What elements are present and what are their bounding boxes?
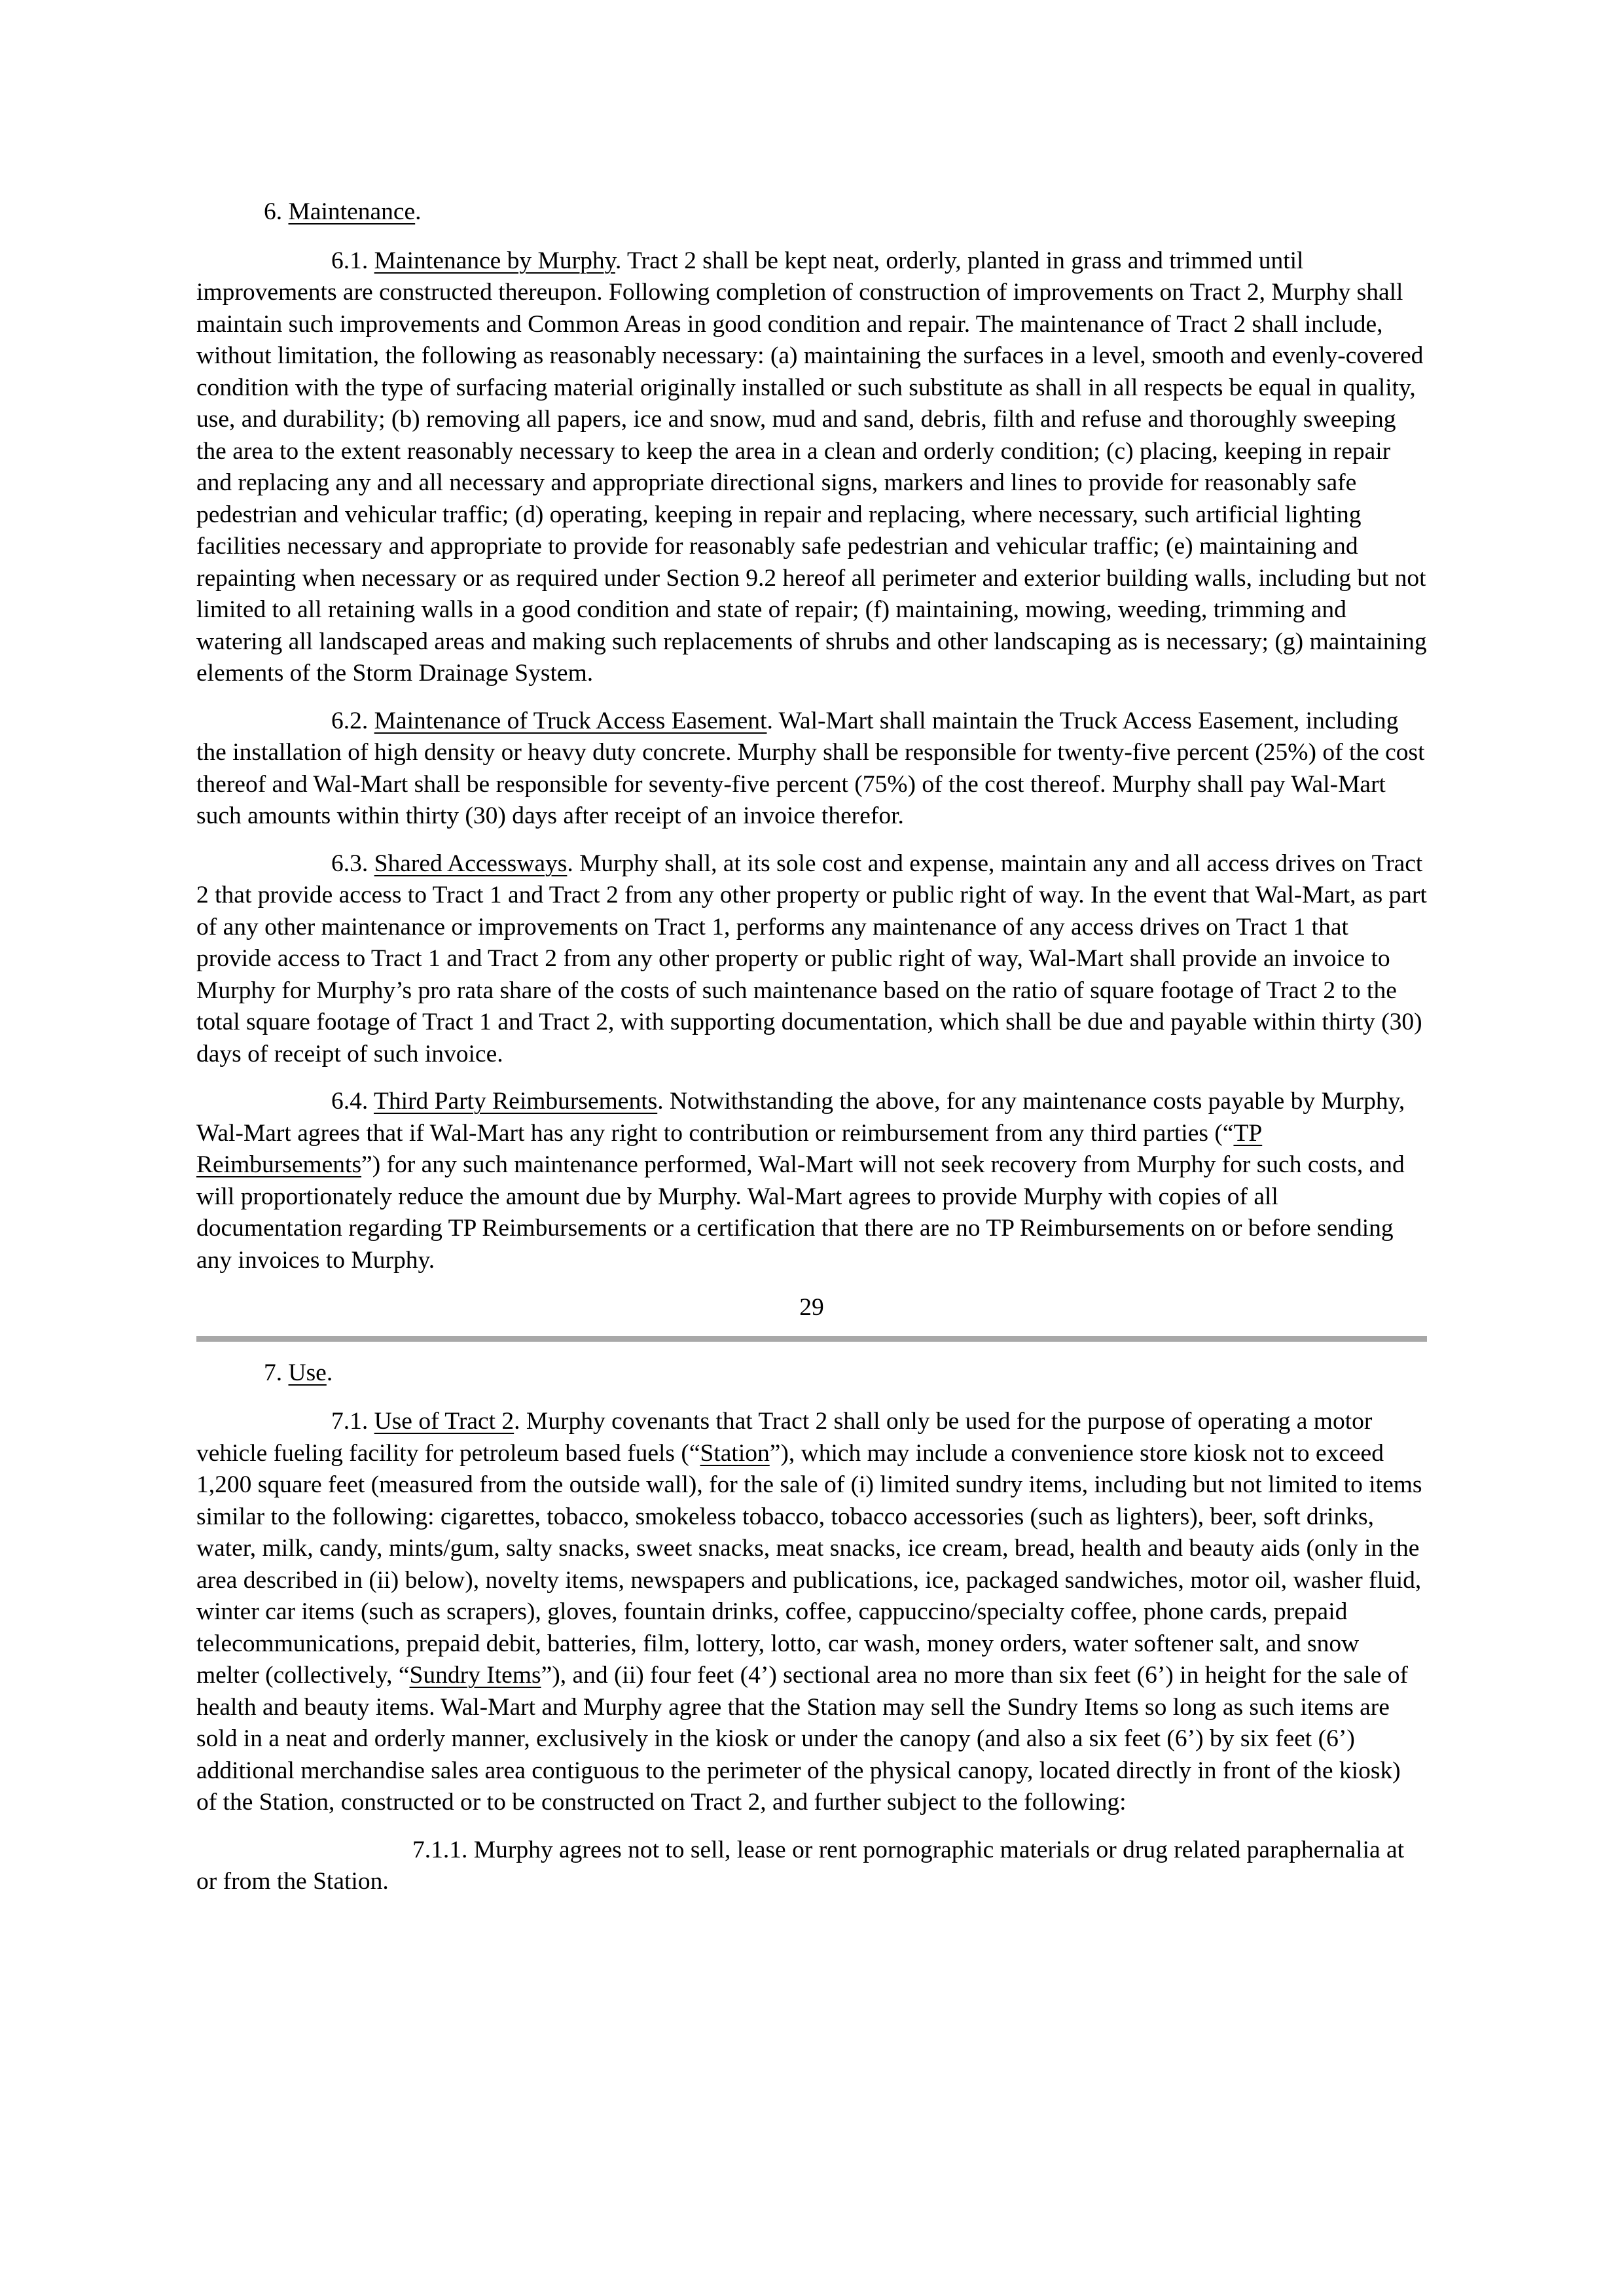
paragraph-7-1-text-c: ”), and (ii) four feet (4’) sectional area no more than six feet (6’) in height for the sale of health and beauty items. Wal-Mart and Murphy agree that the Station may sell the Sundry Items so long as such items are sold in a neat and orderly manner, exclusively in the kiosk or under the canopy (and also a six feet (6’) by six feet (6’) additional merchandise sales area contiguous to the perimeter of the physical canopy, located directly in front of the kiosk) of the Station, constructed or to be constructed on Tract 2, and further subject to the following: [196, 1662, 1409, 1816]
defined-term-tp-reimbursements: TP Reimbursements [196, 1119, 1263, 1178]
section-7-heading [196, 1357, 1427, 1390]
paragraph-6-2 [196, 706, 1427, 833]
page-break-divider [196, 1336, 1427, 1342]
paragraph-6-3-title: Shared Accessways [374, 850, 568, 877]
paragraph-6-4-title: Third Party Reimbursements [373, 1088, 658, 1115]
paragraph-7-1-1: 7.1.1. Murphy agrees not to sell, lease or rent pornographic materials or drug related paraphernalia at or from the Station. [196, 1836, 1405, 1895]
page-number: 29 [799, 1294, 824, 1321]
paragraph-6-3-number: 6.3. [331, 850, 374, 877]
paragraph-6-1 [196, 245, 1427, 690]
paragraph-7-1-text-a: . Murphy covenants that Tract 2 shall only be used for the purpose of operating a motor vehicle fueling facility for petroleum based fuels (“ [196, 1408, 1373, 1467]
paragraph-6-4-text-a: . Notwithstanding the above, for any maintenance costs payable by Murphy, Wal-Mart agrees that if Wal-Mart has any right to contribution or reimbursement from any third parties (“ [196, 1088, 1405, 1147]
section-6-period: . [415, 198, 422, 225]
paragraph-6-3-text: . Murphy shall, at its sole cost and expense, maintain any and all access drives on Tract 2 that provide access to Tract 1 and Tract 2 from any other property or public right of way. In the event that Wal-Mart, as part of any other maintenance or improvements on Tract 1, performs any maintenance of any access drives on Tract 1 that provide access to Tract 1 and Tract 2 from any other property or public right of way, Wal-Mart shall provide an invoice to Murphy for Murphy’s pro rata share of the costs of such maintenance based on the ratio of square footage of Tract 2 to the total square footage of Tract 1 and Tract 2, with supporting documentation, which shall be due and payable within thirty (30) days of receipt of such invoice. [196, 850, 1427, 1067]
document-page [196, 196, 1427, 1898]
paragraph-6-1-number: 6.1. [331, 247, 374, 274]
section-7-title: Use [288, 1359, 327, 1386]
paragraph-6-3 [196, 848, 1427, 1071]
paragraph-7-1-text-b: ”), which may include a convenience store kiosk not to exceed 1,200 square feet (measured from the outside wall), for the sale of (i) limited sundry items, including but not limited to items similar to the following: cigarettes, tobacco, smokeless tobacco, tobacco accessories (such as lighters), beer, soft drinks, water, milk, candy, mints/gum, salty snacks, sweet snacks, meat snacks, ice cream, bread, health and beauty aids (only in the area described in (ii) below), novelty items, newspapers and publications, ice, packaged sandwiches, motor oil, washer fluid, winter car items (such as scrapers), gloves, fountain drinks, coffee, cappuccino/specialty coffee, phone cards, prepaid telecommunications, prepaid debit, batteries, film, lottery, lotto, car wash, money orders, water softener salt, and snow melter (collectively, “ [196, 1439, 1422, 1689]
paragraph-7-1 [196, 1406, 1427, 1819]
paragraph-6-1-title: Maintenance by Murphy [374, 247, 615, 274]
section-7-number: 7. [264, 1359, 289, 1386]
paragraph-6-2-text: . Wal-Mart shall maintain the Truck Access Easement, including the installation of high density or heavy duty concrete. Murphy shall be responsible for twenty-five percent (25%) of the cost thereof and Wal-Mart shall be responsible for seventy-five percent (75%) of the cost thereof. Murphy shall pay Wal-Mart such amounts within thirty (30) days after receipt of an invoice therefor. [196, 707, 1425, 829]
section-6-title: Maintenance [288, 198, 416, 225]
paragraph-6-2-number: 6.2. [331, 707, 374, 734]
paragraph-6-1-text: . Tract 2 shall be kept neat, orderly, planted in grass and trimmed until improvements are constructed thereupon. Following completion of construction of improvements on Tract 2, Murphy shall maintain such improvements and Common Areas in good condition and repair. The maintenance of Tract 2 shall include, without limitation, the following as reasonably necessary: (a) maintaining the surfaces in a level, smooth and evenly-covered condition with the type of surfacing material originally installed or such substitute as shall in all respects be equal in quality, use, and durability; (b) removing all papers, ice and snow, mud and sand, debris, filth and refuse and thoroughly sweeping the area to the extent reasonably necessary to keep the area in a clean and orderly condition; (c) placing, keeping in repair and replacing any and all necessary and appropriate directional signs, markers and lines to provide for reasonably safe pedestrian and vehicular traffic; (d) operating, keeping in repair and replacing, where necessary, such artificial lighting facilities necessary and appropriate to provide for reasonably safe pedestrian and vehicular traffic; (e) maintaining and repainting when necessary or as required under Section 9.2 hereof all perimeter and exterior building walls, including but not limited to all retaining walls in a good condition and state of repair; (f) maintaining, mowing, weeding, trimming and watering all landscaped areas and making such replacements of shrubs and other landscaping as is necessary; (g) maintaining elements of the Storm Drainage System. [196, 247, 1427, 687]
paragraph-6-4-text-b: ”) for any such maintenance performed, Wal-Mart will not seek recovery from Murphy for such costs, and will proportionately reduce the amount due by Murphy. Wal-Mart agrees to provide Murphy with copies of all documentation regarding TP Reimbursements or a certification that there are no TP Reimbursements on or before sending any invoices to Murphy. [196, 1151, 1405, 1274]
paragraph-6-4-number: 6.4. [331, 1088, 374, 1115]
defined-term-station: Station [700, 1439, 770, 1467]
paragraph-7-1-number: 7.1. [331, 1408, 374, 1435]
section-7-period: . [326, 1359, 333, 1386]
paragraph-6-2-title: Maintenance of Truck Access Easement [374, 707, 767, 734]
section-6-heading [196, 196, 1427, 228]
section-6-number: 6. [264, 198, 289, 225]
paragraph-7-1-title: Use of Tract 2 [374, 1408, 514, 1435]
defined-term-sundry-items: Sundry Items [409, 1662, 541, 1689]
paragraph-6-4 [196, 1086, 1427, 1276]
